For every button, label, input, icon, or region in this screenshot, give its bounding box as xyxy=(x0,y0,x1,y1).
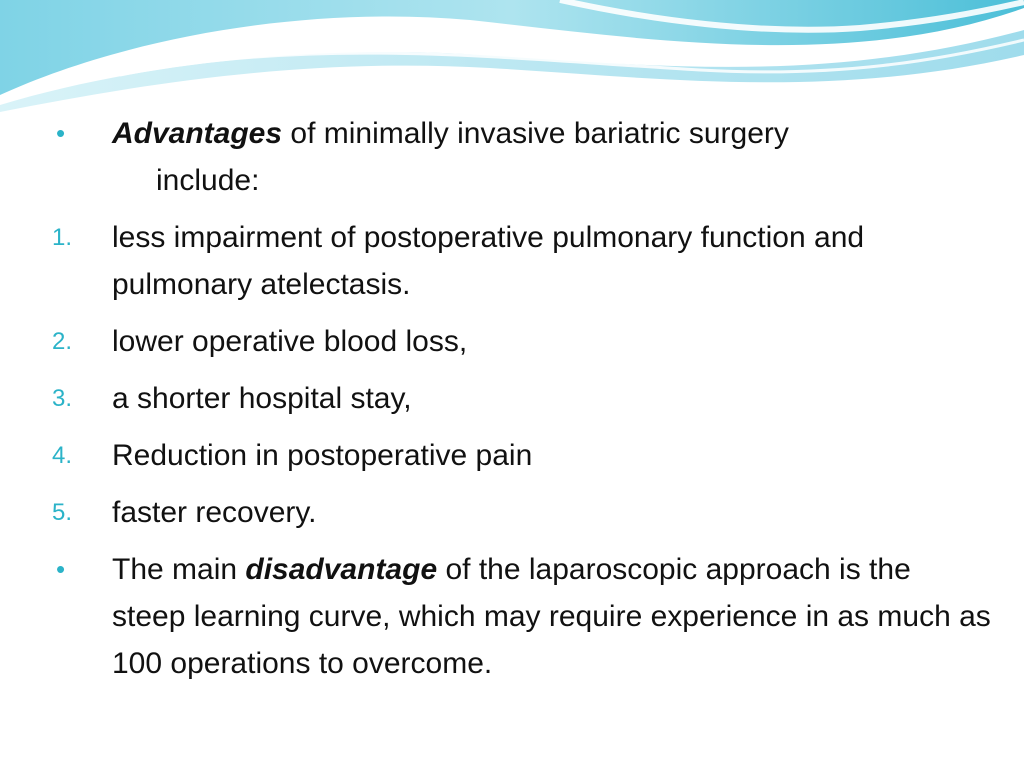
list-item-text: lower operative blood loss, xyxy=(112,325,468,358)
list-item-text: faster recovery. xyxy=(112,496,317,529)
list-item-text: less impairment of postoperative pulmonary function and pulmonary atelectasis. xyxy=(112,221,865,301)
list-number: 4. xyxy=(52,442,73,469)
intro-text: of minimally invasive bariatric surgery xyxy=(282,117,789,150)
closing-text-pre: The main xyxy=(112,553,246,586)
list-item-1 xyxy=(52,214,992,308)
header-wave-decoration xyxy=(0,0,1024,120)
list-item-3 xyxy=(52,375,992,422)
list-number: 3. xyxy=(52,385,73,412)
disadvantage-emphasis: disadvantage xyxy=(245,553,438,586)
list-item-5 xyxy=(52,489,992,536)
closing-text-post: of the laparoscopic approach is the steep learning curve, which may require experience in as much as 100 operations to overcome. xyxy=(112,553,991,680)
advantages-emphasis: Advantages xyxy=(112,117,283,150)
intro-bullet-item xyxy=(52,110,992,204)
list-number: 1. xyxy=(52,224,73,251)
bullet-marker: • xyxy=(56,118,66,148)
closing-bullet-item xyxy=(52,546,992,687)
list-item-2 xyxy=(52,318,992,365)
list-item-text: a shorter hospital stay, xyxy=(112,382,412,415)
list-number: 2. xyxy=(52,328,73,355)
list-number: 5. xyxy=(52,499,73,526)
slide-body xyxy=(52,110,992,697)
intro-text-continuation: include: xyxy=(156,164,260,197)
bullet-marker: • xyxy=(56,554,66,584)
list-item-text: Reduction in postoperative pain xyxy=(112,439,533,472)
list-item-4 xyxy=(52,432,992,479)
